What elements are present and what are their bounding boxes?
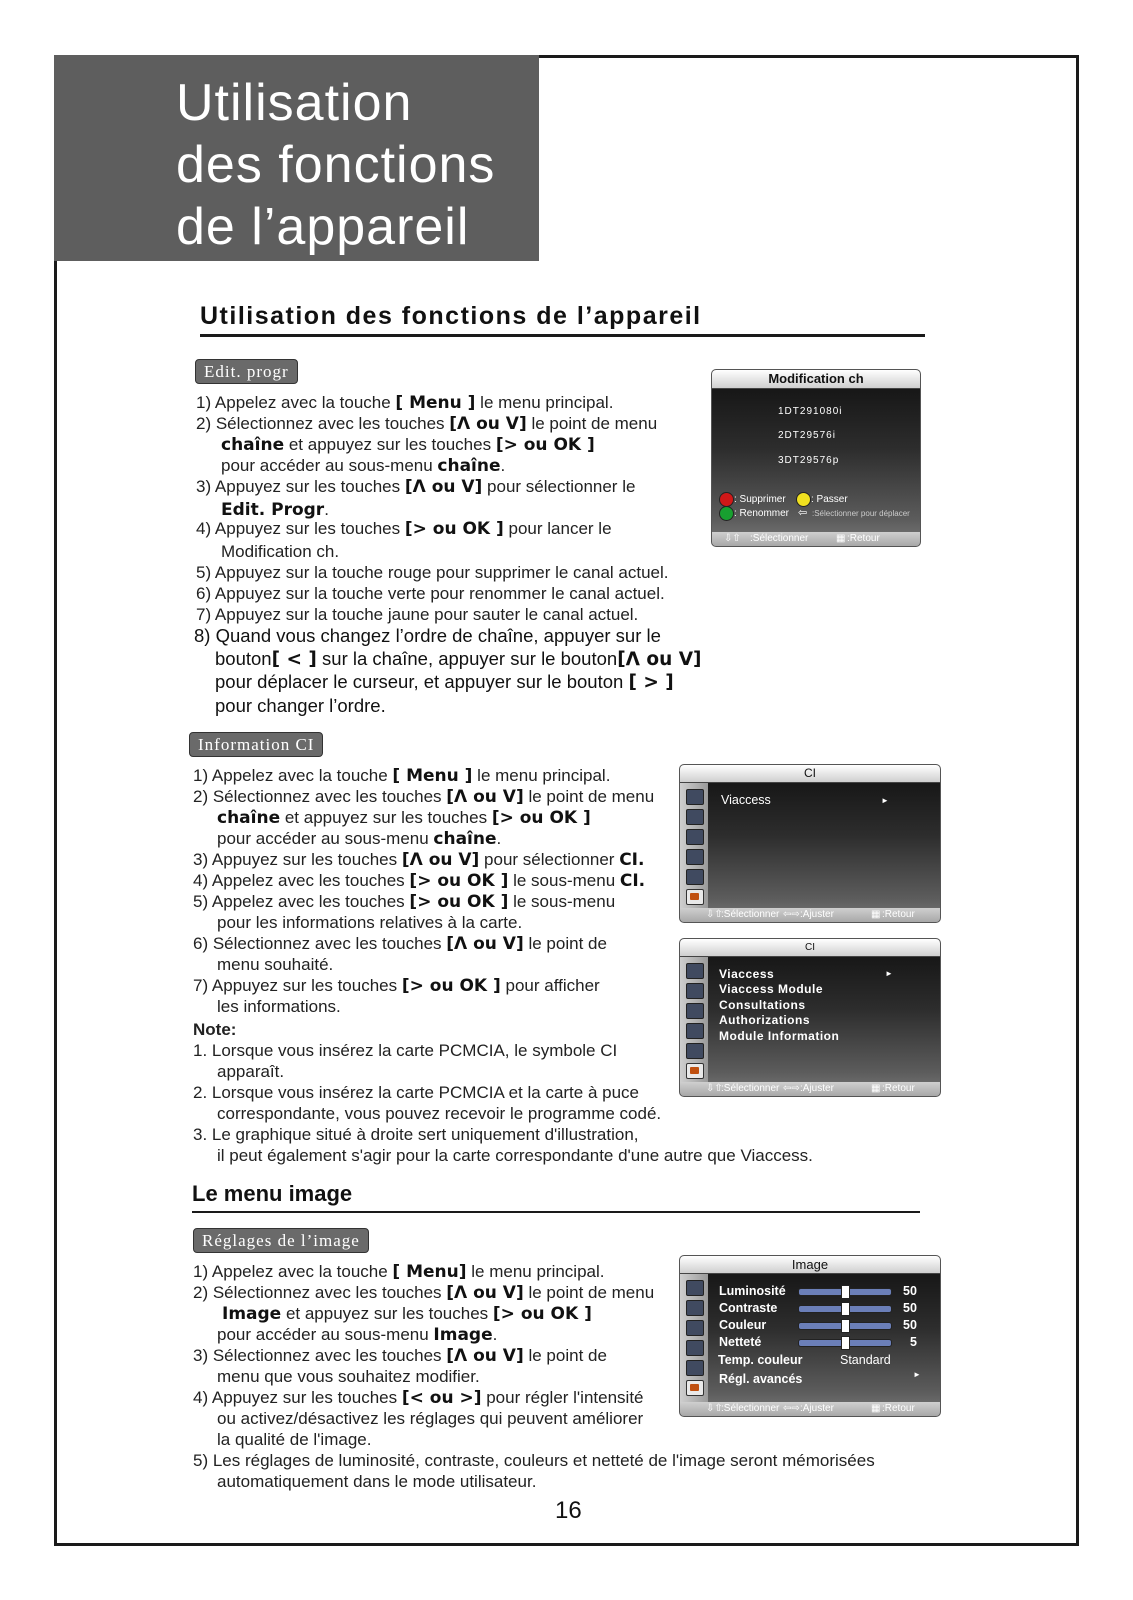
img-line-7: 4) Appuyez sur les touches [< ou >] pour régler l'intensité <box>193 1388 644 1408</box>
contrast-slider[interactable] <box>798 1305 892 1313</box>
move-label: :Sélectionner pour déplacer <box>812 509 910 518</box>
brightness-slider[interactable] <box>798 1288 892 1296</box>
modification-ch-title: Modification ch <box>712 370 920 389</box>
adjust-label: :Ajuster <box>800 1403 834 1414</box>
menu-icon-column <box>680 957 708 1082</box>
right-arrow-icon: ► <box>881 796 889 805</box>
section-rule <box>200 334 925 337</box>
channel-row-2[interactable]: 2DT29576i <box>778 430 836 441</box>
settings-icon[interactable] <box>686 849 704 865</box>
ci-screen-2 <box>679 938 941 1097</box>
updown-arrows-icon: ⇩⇧ <box>706 1403 723 1414</box>
delete-label: : Supprimer <box>734 494 786 505</box>
ci-menu-item-5[interactable]: Module Information <box>719 1029 840 1043</box>
channel-icon[interactable] <box>686 889 704 905</box>
adjust-label: :Ajuster <box>800 1083 834 1094</box>
ci-menu-item-3[interactable]: Consultations <box>719 998 806 1012</box>
brightness-label: Luminosité <box>719 1284 786 1298</box>
ci-line-9: 6) Sélectionnez avec les touches [Λ ou V] le point de <box>193 934 607 954</box>
chapter-title-line-2: des fonctions <box>176 136 496 194</box>
ci-screen-1-title: CI <box>680 765 940 783</box>
ci-line-10: menu souhaité. <box>217 955 334 974</box>
channel-row-1[interactable]: 1DT291080i <box>778 406 843 417</box>
sharpness-value: 5 <box>910 1335 917 1349</box>
contrast-label: Contraste <box>719 1301 778 1315</box>
rename-label: : Renommer <box>734 508 790 519</box>
select-label: :Sélectionner <box>750 533 809 544</box>
ci-line-5: 3) Appuyez sur les touches [Λ ou V] pour sélectionner CI. <box>193 850 645 870</box>
edit-line-5: 3) Appuyez sur les touches [Λ ou V] pour sélectionner le <box>196 477 636 497</box>
img-line-11: automatiquement dans le mode utilisateur. <box>217 1472 537 1491</box>
color-value: 50 <box>903 1318 917 1332</box>
note-3: 3. Le graphique situé à droite sert uniquement d'illustration, <box>193 1125 639 1144</box>
edit-line-9: 5) Appuyez sur la touche rouge pour supprimer le canal actuel. <box>196 563 669 582</box>
brightness-value: 50 <box>903 1284 917 1298</box>
ci-line-12: les informations. <box>217 997 341 1016</box>
tv-icon[interactable] <box>686 963 704 979</box>
chapter-title-line-3: de l’appareil <box>176 198 470 256</box>
leftright-arrows-icon: ⇦⇨ <box>783 1403 800 1414</box>
settings-icon[interactable] <box>686 1340 704 1356</box>
ci-screen-2-title: CI <box>680 939 940 957</box>
brightness-knob[interactable] <box>841 1285 850 1299</box>
edit-line-1: 1) Appelez avec la touche [ Menu ] le menu principal. <box>196 393 614 413</box>
tag-reglages-image: Réglages de l’image <box>193 1228 369 1253</box>
ci-menu-viaccess[interactable]: Viaccess <box>721 793 771 807</box>
img-line-4: pour accéder au sous-menu Image. <box>217 1325 498 1345</box>
note-1b: apparaît. <box>217 1062 285 1081</box>
sharpness-slider[interactable] <box>798 1339 892 1347</box>
note-heading: Note: <box>193 1020 237 1039</box>
image-screen-footer <box>680 1402 940 1416</box>
updown-arrows-icon: ⇩⇧ <box>706 909 723 920</box>
menu-icon-column <box>680 1274 708 1402</box>
updown-arrows-icon: ⇩⇧ <box>724 533 741 544</box>
lock-icon[interactable] <box>686 1043 704 1059</box>
yellow-button-icon <box>796 492 811 507</box>
edit-line-12: 8) Quand vous changez l’ordre de chaîne, appuyer sur le <box>194 625 661 646</box>
img-line-1: 1) Appelez avec la touche [ Menu] le menu principal. <box>193 1262 605 1282</box>
back-label: :Retour <box>882 1083 915 1094</box>
back-label: :Retour <box>847 533 880 544</box>
menu-image-rule <box>192 1211 920 1213</box>
edit-line-8: Modification ch. <box>221 542 340 561</box>
contrast-knob[interactable] <box>841 1302 850 1316</box>
adjust-label: :Ajuster <box>800 909 834 920</box>
tv-icon[interactable] <box>686 1280 704 1296</box>
clock-icon[interactable] <box>686 1320 704 1336</box>
sharpness-label: Netteté <box>719 1335 762 1349</box>
channel-icon[interactable] <box>686 1380 704 1396</box>
tv-icon[interactable] <box>686 789 704 805</box>
note-1: 1. Lorsque vous insérez la carte PCMCIA, le symbole CI <box>193 1041 618 1060</box>
ci-line-2: 2) Sélectionnez avec les touches [Λ ou V] le point de menu <box>193 787 655 807</box>
modification-ch-footer <box>712 532 920 546</box>
img-line-6: menu que vous souhaitez modifier. <box>217 1367 480 1386</box>
clock-icon[interactable] <box>686 829 704 845</box>
back-label: :Retour <box>882 909 915 920</box>
menu-icon-column <box>680 783 708 908</box>
color-knob[interactable] <box>841 1319 850 1333</box>
edit-line-10: 6) Appuyez sur la touche verte pour renommer le canal actuel. <box>196 584 665 603</box>
menu-image-title: Le menu image <box>192 1181 353 1206</box>
contrast-value: 50 <box>903 1301 917 1315</box>
menu-key-icon: ▦ <box>871 909 881 920</box>
left-arrow-icon: ⇦ <box>798 507 808 519</box>
note-2: 2. Lorsque vous insérez la carte PCMCIA et la carte à puce <box>193 1083 640 1102</box>
channel-icon[interactable] <box>686 1063 704 1079</box>
back-label: :Retour <box>882 1403 915 1414</box>
chapter-title-block <box>54 55 539 261</box>
lock-icon[interactable] <box>686 1360 704 1376</box>
leftright-arrows-icon: ⇦⇨ <box>783 909 800 920</box>
edit-line-14: pour déplacer le curseur, et appuyer sur le bouton [ > ] <box>215 671 674 693</box>
img-line-3: Image et appuyez sur les touches [> ou OK ] <box>222 1304 592 1324</box>
color-temp-label[interactable]: Temp. couleur <box>718 1353 803 1367</box>
edit-line-4: pour accéder au sous-menu chaîne. <box>221 456 506 476</box>
sound-icon[interactable] <box>686 809 704 825</box>
edit-line-13: bouton[ < ] sur la chaîne, appuyer sur le bouton[Λ ou V] <box>215 648 702 670</box>
ci-line-3: chaîne et appuyez sur les touches [> ou OK ] <box>217 808 591 828</box>
tag-information-ci: Information CI <box>189 732 323 757</box>
leftright-arrows-icon: ⇦⇨ <box>783 1083 800 1094</box>
img-line-2: 2) Sélectionnez avec les touches [Λ ou V] le point de menu <box>193 1283 655 1303</box>
edit-line-7: 4) Appuyez sur les touches [> ou OK ] pour lancer le <box>196 519 612 539</box>
ci-screen-1-footer <box>680 908 940 922</box>
lock-icon[interactable] <box>686 869 704 885</box>
tag-edit-progr: Edit. progr <box>195 359 298 384</box>
ci-screen-1 <box>679 764 941 923</box>
image-screen-title: Image <box>680 1256 940 1274</box>
ci-line-7: 5) Appelez avec les touches [> ou OK ] le sous-menu <box>193 892 616 912</box>
ci-menu-item-4[interactable]: Authorizations <box>719 1013 810 1027</box>
modification-ch-screen <box>711 369 921 547</box>
color-slider[interactable] <box>798 1322 892 1330</box>
edit-line-3: chaîne et appuyez sur les touches [> ou OK ] <box>221 435 595 455</box>
section-title: Utilisation des fonctions de l’appareil <box>200 302 702 330</box>
img-line-9: la qualité de l'image. <box>217 1430 372 1449</box>
edit-line-15: pour changer l’ordre. <box>215 695 386 716</box>
img-line-10: 5) Les réglages de luminosité, contraste, couleurs et netteté de l'image seront mémorisées <box>193 1451 875 1470</box>
ci-line-1: 1) Appelez avec la touche [ Menu ] le menu principal. <box>193 766 611 786</box>
menu-key-icon: ▦ <box>836 533 846 544</box>
updown-arrows-icon: ⇩⇧ <box>706 1083 723 1094</box>
color-temp-value[interactable]: Standard <box>840 1353 891 1367</box>
edit-line-2: 2) Sélectionnez avec les touches [Λ ou V] le point de menu <box>196 414 658 434</box>
note-3b: il peut également s'agir pour la carte correspondante d'une autre que Viaccess. <box>217 1146 813 1165</box>
color-label: Couleur <box>719 1318 767 1332</box>
ci-screen-2-footer <box>680 1082 940 1096</box>
img-line-8: ou activez/désactivez les réglages qui peuvent améliorer <box>217 1409 644 1428</box>
menu-key-icon: ▦ <box>871 1083 881 1094</box>
red-button-icon <box>719 492 734 507</box>
skip-label: : Passer <box>811 494 848 505</box>
edit-line-11: 7) Appuyez sur la touche jaune pour sauter le canal actuel. <box>196 605 639 624</box>
channel-row-3[interactable]: 3DT29576p <box>778 455 840 466</box>
image-screen <box>679 1255 941 1417</box>
green-button-icon <box>719 506 734 521</box>
page-number: 16 <box>555 1497 582 1524</box>
edit-line-6: Edit. Progr. <box>221 500 329 520</box>
ci-line-6: 4) Appelez avec les touches [> ou OK ] le sous-menu CI. <box>193 871 646 891</box>
note-2b: correspondante, vous pouvez recevoir le programme codé. <box>217 1104 662 1123</box>
select-label: :Sélectionner <box>721 1083 780 1094</box>
select-label: :Sélectionner <box>721 1403 780 1414</box>
sharpness-knob[interactable] <box>841 1336 850 1350</box>
ci-menu-item-2[interactable]: Viaccess Module <box>719 982 823 996</box>
menu-key-icon: ▦ <box>871 1403 881 1414</box>
chapter-title-line-1: Utilisation <box>176 74 413 132</box>
ci-menu-item-1[interactable]: Viaccess <box>719 967 775 981</box>
ci-line-8: pour les informations relatives à la carte. <box>217 913 523 932</box>
sound-icon[interactable] <box>686 1300 704 1316</box>
clock-icon[interactable] <box>686 1003 704 1019</box>
advanced-settings-label[interactable]: Régl. avancés <box>719 1372 803 1386</box>
ci-line-4: pour accéder au sous-menu chaîne. <box>217 829 502 849</box>
select-label: :Sélectionner <box>721 909 780 920</box>
img-line-5: 3) Sélectionnez avec les touches [Λ ou V] le point de <box>193 1346 607 1366</box>
right-arrow-icon: ► <box>885 969 893 978</box>
sound-icon[interactable] <box>686 983 704 999</box>
right-arrow-icon: ► <box>913 1370 921 1379</box>
ci-line-11: 7) Appuyez sur les touches [> ou OK ] pour afficher <box>193 976 600 996</box>
settings-icon[interactable] <box>686 1023 704 1039</box>
